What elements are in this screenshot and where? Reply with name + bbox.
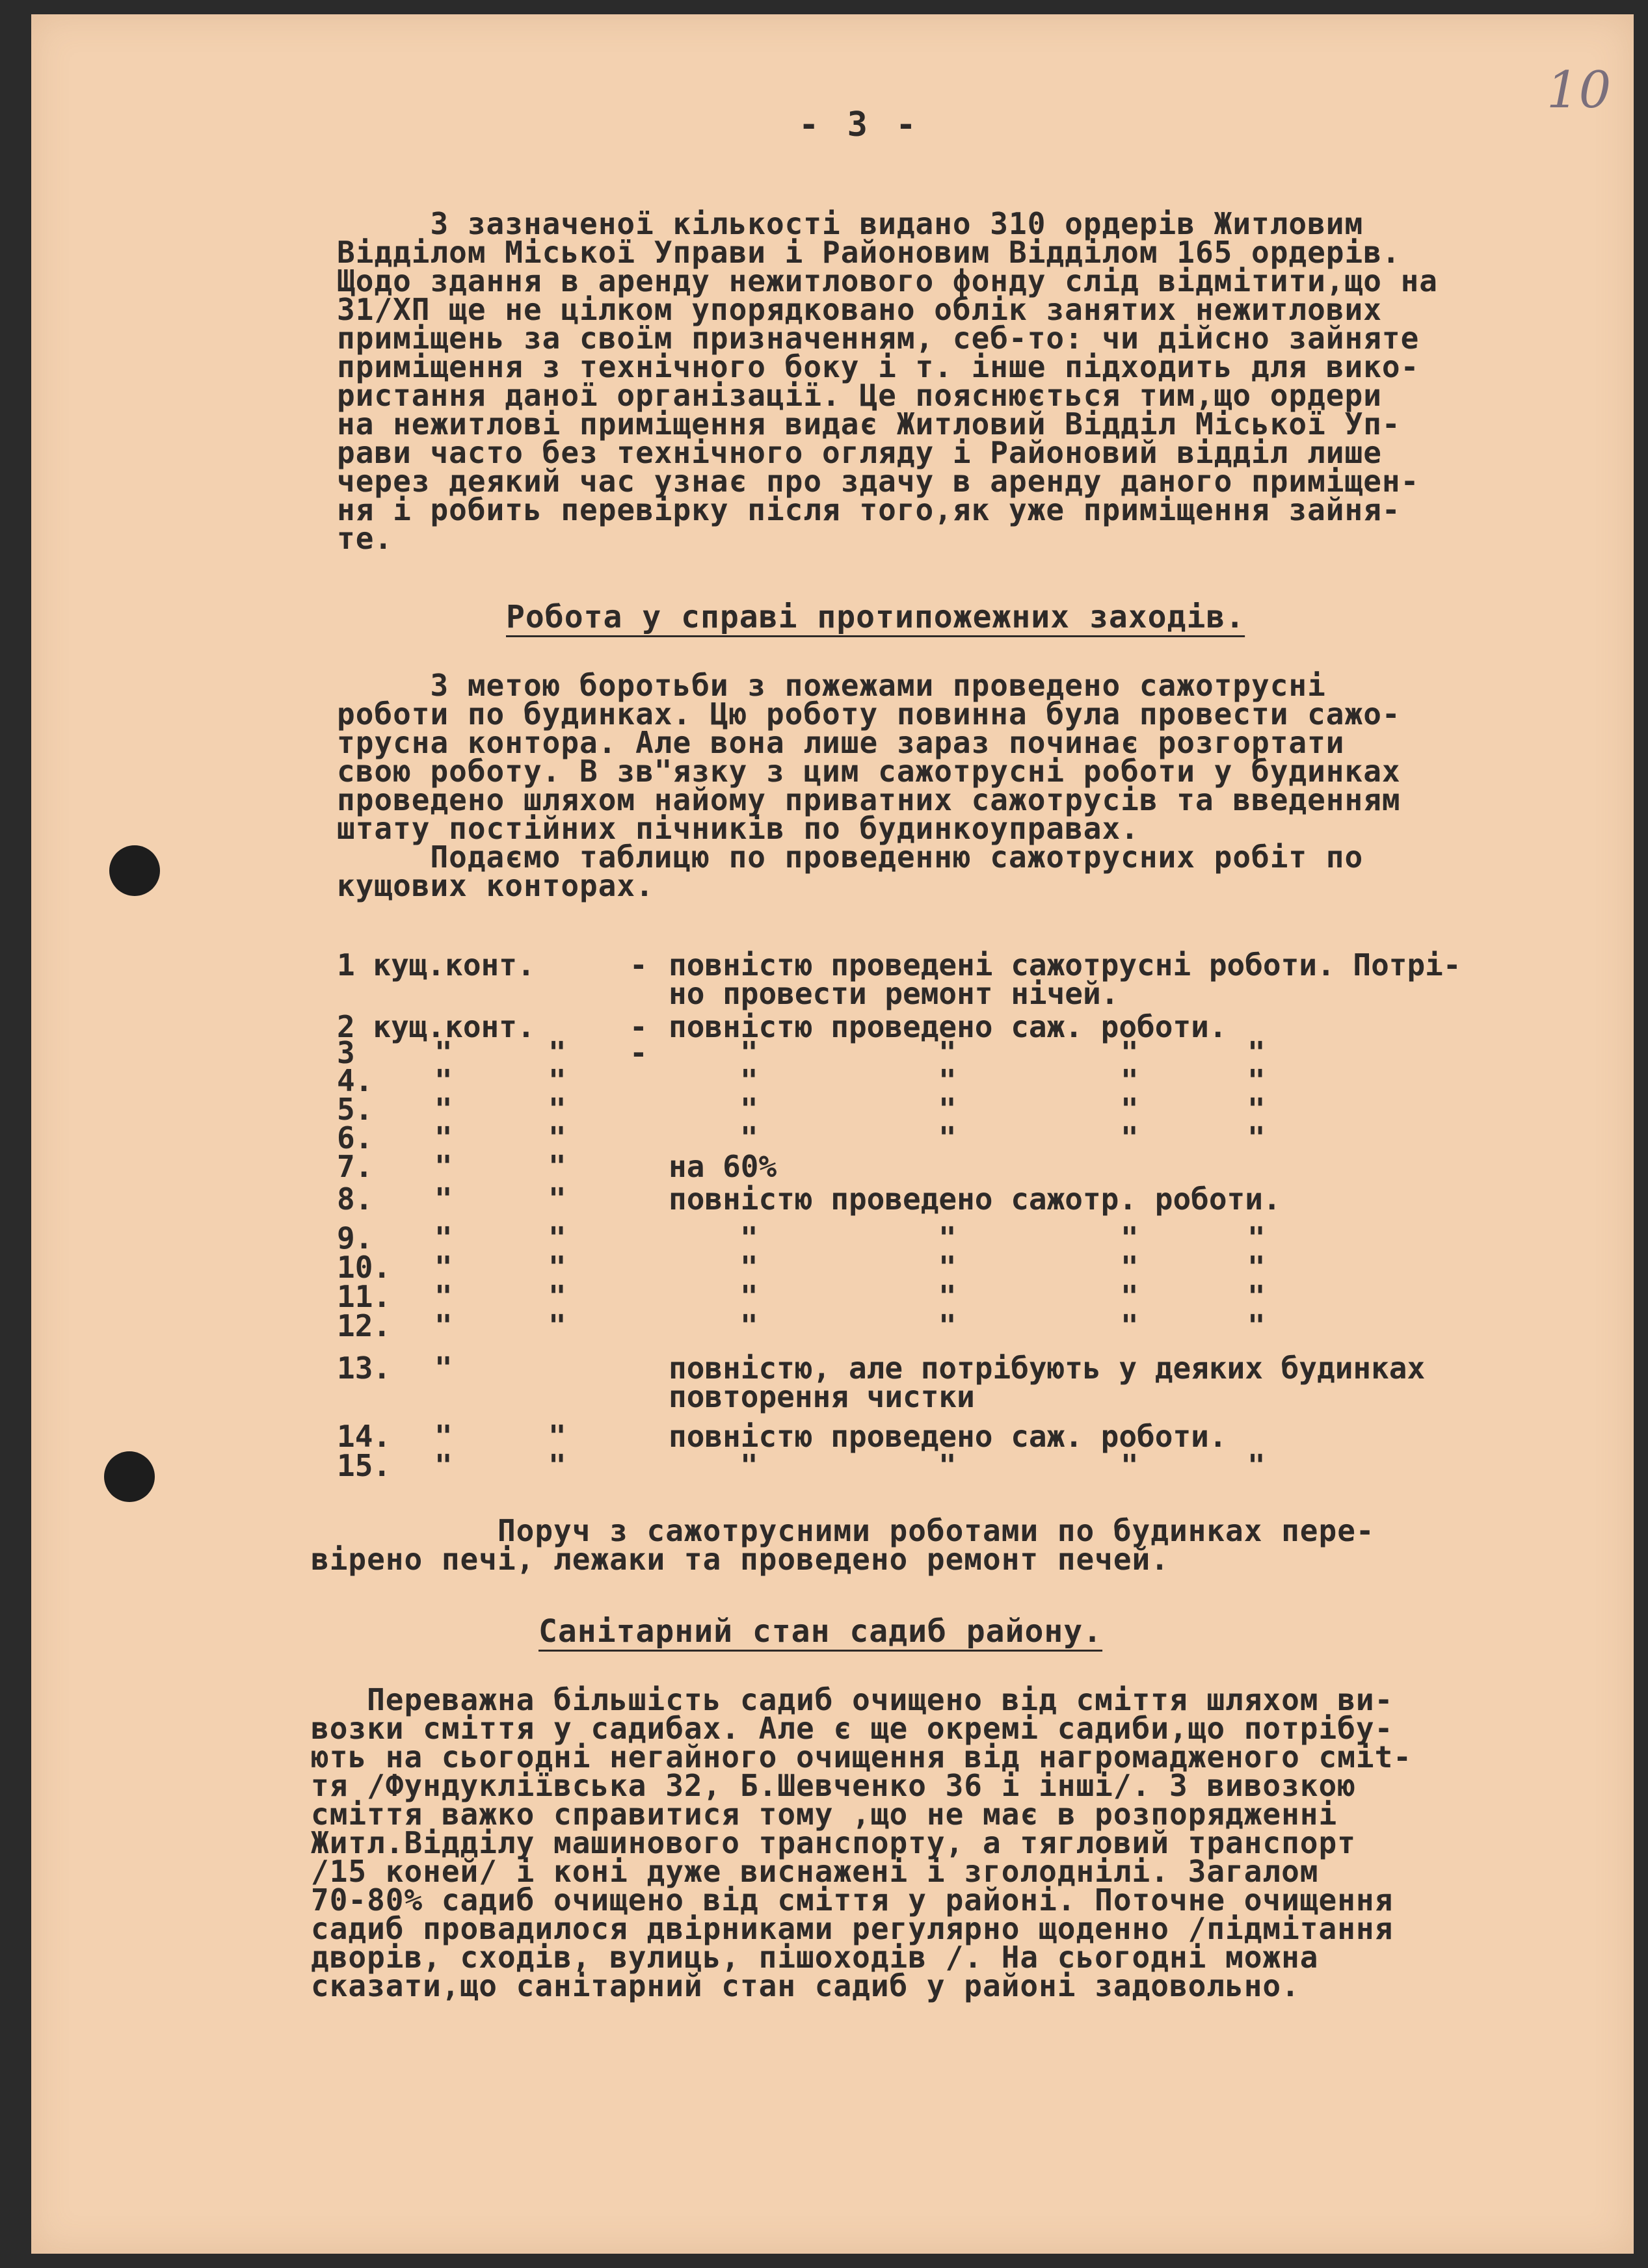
text-line: через деякий час узнає про здачу в аренду даного приміщен-	[337, 464, 1420, 499]
table-cell-num: 2 кущ.конт.	[337, 1009, 535, 1044]
table-cell-q3: "	[740, 1120, 758, 1155]
punch-hole	[104, 1451, 155, 1502]
text-line: ристання даної організації. Це пояснюється тим,що ордери	[337, 378, 1382, 413]
table-cell-q6: "	[1247, 1120, 1266, 1155]
table-cell-q2: "	[548, 1063, 566, 1098]
table-cell-q1: "	[434, 1419, 453, 1454]
punch-hole	[109, 845, 160, 896]
text-line: вірено печі, лежаки та проведено ремонт печей.	[311, 1542, 1169, 1577]
table-cell-q4: "	[938, 1448, 957, 1483]
table-cell-num: 4.	[337, 1063, 373, 1098]
table-cell-q5: "	[1121, 1308, 1139, 1343]
table-cell-num: 13.	[337, 1351, 392, 1386]
table-cell-q4: "	[938, 1250, 957, 1285]
table-cell-q6: "	[1247, 1448, 1266, 1483]
text-line: те.	[337, 521, 393, 556]
text-line: Щодо здання в аренду нежитлового фонду слід відмітити,що на	[337, 263, 1438, 298]
heading-fire-safety: Робота у справі протипожежних заходів.	[506, 599, 1245, 635]
text-line: трусна контора. Але вона лише зараз починає розгортати	[337, 725, 1345, 760]
table-cell-q1: "	[434, 1120, 453, 1155]
table-cell-note: повністю, але потрібують у деяких будинках	[669, 1351, 1426, 1386]
table-cell-q1: "	[434, 1351, 453, 1386]
table-cell-num: 15.	[337, 1448, 392, 1483]
table-cell-q2: "	[548, 1035, 566, 1070]
table-cell-num: 7.	[337, 1149, 373, 1184]
table-cell-q2: "	[548, 1419, 566, 1454]
table-cell-q2: "	[548, 1149, 566, 1184]
table-cell-q4: "	[938, 1220, 957, 1256]
table-cell-q4: "	[938, 1092, 957, 1127]
text-line: проведено шляхом найому приватних сажотрусів та введенням	[337, 782, 1401, 817]
text-line: Подаємо таблицю по проведенню сажотрусних робіт по	[337, 839, 1364, 875]
table-cell-q2: "	[548, 1181, 566, 1217]
table-cell-q5: "	[1121, 1120, 1139, 1155]
text-line: приміщень за своїм призначенням, себ-то: чи дійсно зайняте	[337, 321, 1420, 356]
table-cell-q4: "	[938, 1279, 957, 1314]
text-line: рави часто без технічного огляду і Районовий відділ лише	[337, 435, 1382, 470]
table-cell-q1: "	[434, 1092, 453, 1127]
text-line: свою роботу. В зв"язку з цим сажотрусні роботи у будинках	[337, 754, 1401, 789]
table-cell-q1: "	[434, 1448, 453, 1483]
table-cell-q2: "	[548, 1120, 566, 1155]
text-line: тя /Фундукліївська 32, Б.Шевченко 36 і інші/. З вивозкою	[311, 1768, 1356, 1803]
table-cell-q2: "	[548, 1448, 566, 1483]
table-cell-q4: "	[938, 1308, 957, 1343]
table-cell-q3: "	[740, 1308, 758, 1343]
table-cell-note: повністю проведено саж. роботи.	[669, 1419, 1227, 1454]
table-cell-q5: "	[1121, 1092, 1139, 1127]
table-cell-q5: "	[1121, 1063, 1139, 1098]
table-cell-q1: "	[434, 1220, 453, 1256]
table-cell-q6: "	[1247, 1308, 1266, 1343]
table-cell-q6: "	[1247, 1063, 1266, 1098]
table-cell-q1: "	[434, 1149, 453, 1184]
table-cell-q6: "	[1247, 1092, 1266, 1127]
table-cell-q6: "	[1247, 1279, 1266, 1314]
table-cell-q2: "	[548, 1308, 566, 1343]
table-cell-note: повністю проведено сажотр. роботи.	[669, 1181, 1281, 1217]
table-cell-q2: "	[548, 1250, 566, 1285]
table-cell-q1: "	[434, 1279, 453, 1314]
paragraph-orders	[337, 206, 1438, 556]
table-cell-q4: "	[938, 1063, 957, 1098]
table-cell-note-continued: повторення чистки	[669, 1379, 975, 1414]
text-line: З метою боротьби з пожежами проведено сажотрусні	[337, 668, 1326, 703]
table-cell-num: 5.	[337, 1092, 373, 1127]
text-line: садиб провадилося двірниками регулярно щоденно /підмітання	[311, 1911, 1394, 1946]
table-cell-q3: "	[740, 1220, 758, 1256]
table-cell-q4: "	[938, 1120, 957, 1155]
table-cell-num: 3	[337, 1035, 355, 1070]
document-page	[31, 14, 1634, 2254]
table-cell-num: 9.	[337, 1220, 373, 1256]
text-line: дворів, сходів, вулиць, пішоходів /. На сьогодні можна	[311, 1940, 1319, 1975]
table-cell-q3: "	[740, 1279, 758, 1314]
table-cell-num: 12.	[337, 1308, 392, 1343]
text-line: Житл.Відділу машинового транспорту, а тягловий транспорт	[311, 1825, 1356, 1860]
table-cell-q3: "	[740, 1063, 758, 1098]
table-cell-dash: -	[630, 1009, 648, 1044]
table-cell-note: повністю проведені сажотрусні роботи. Потрі-	[669, 947, 1461, 982]
text-line: Поруч з сажотрусними роботами по будинках пере-	[311, 1513, 1375, 1548]
table-cell-q3: "	[740, 1448, 758, 1483]
page-number: - 3 -	[799, 105, 920, 144]
text-line: штату постійних пічників по будинкоуправах.	[337, 811, 1139, 846]
table-cell-q5: "	[1121, 1220, 1139, 1256]
table-cell-q1: "	[434, 1063, 453, 1098]
table-cell-q6: "	[1247, 1035, 1266, 1070]
text-line: 70-80% садиб очищено від сміття у районі. Поточне очищення	[311, 1882, 1394, 1918]
table-cell-q3: "	[740, 1250, 758, 1285]
handwritten-page-number: 10	[1547, 61, 1612, 120]
table-cell-q5: "	[1121, 1279, 1139, 1314]
table-cell-q1: "	[434, 1035, 453, 1070]
table-cell-q2: "	[548, 1092, 566, 1127]
table-cell-q1: "	[434, 1308, 453, 1343]
paragraph-sanitary	[311, 1682, 1412, 2003]
heading-sanitary: Санітарний стан садиб району.	[538, 1613, 1103, 1650]
table-cell-note-continued: но провести ремонт нічей.	[669, 976, 1119, 1011]
text-line: приміщення з технічного боку і т. інше підходить для вико-	[337, 349, 1420, 384]
text-line: Переважна більшість садиб очищено від сміття шляхом ви-	[311, 1682, 1394, 1717]
table-cell-num: 1 кущ.конт.	[337, 947, 535, 982]
text-line: на нежитлові приміщення видає Житловий Відділ Міської Уп-	[337, 406, 1401, 442]
table-cell-q5: "	[1121, 1448, 1139, 1483]
text-line: возки сміття у садибах. Але є ще окремі садиби,що потрібу-	[311, 1711, 1394, 1746]
table-cell-dash: -	[630, 1035, 648, 1070]
text-line: 31/ХП ще не цілком упорядковано облік занятих нежитлових	[337, 292, 1382, 327]
table-cell-num: 10.	[337, 1250, 392, 1285]
table-cell-q2: "	[548, 1279, 566, 1314]
table-cell-q5: "	[1121, 1250, 1139, 1285]
table-cell-q6: "	[1247, 1220, 1266, 1256]
table-cell-num: 11.	[337, 1279, 392, 1314]
text-line: Відділом Міської Управи і Районовим Відділом 165 ордерів.	[337, 235, 1401, 270]
table-cell-q1: "	[434, 1250, 453, 1285]
paragraph-stoves	[311, 1513, 1375, 1577]
table-cell-q3: "	[740, 1092, 758, 1127]
table-cell-q3: "	[740, 1035, 758, 1070]
table-cell-num: 6.	[337, 1120, 373, 1155]
text-line: роботи по будинках. Цю роботу повинна була провести сажо-	[337, 696, 1401, 732]
text-line: З зазначеної кількості видано 310 ордерів Житловим	[337, 206, 1364, 241]
table-cell-note: на 60%	[669, 1149, 777, 1184]
table-cell-q4: "	[938, 1035, 957, 1070]
text-line: сміття важко справитися тому ,що не має в розпорядженні	[311, 1797, 1338, 1832]
text-line: ня і робить перевірку після того,як уже приміщення зайня-	[337, 492, 1401, 527]
table-cell-q2: "	[548, 1220, 566, 1256]
table-cell-dash: -	[630, 947, 648, 982]
text-line: /15 коней/ і коні дуже виснажені і зголоднілі. Загалом	[311, 1854, 1319, 1889]
table-cell-q6: "	[1247, 1250, 1266, 1285]
table-cell-q1: "	[434, 1181, 453, 1217]
table-cell-num: 8.	[337, 1181, 373, 1217]
paragraph-chimney-sweeping	[337, 668, 1401, 903]
text-line: сказати,що санітарний стан садиб у районі задовольно.	[311, 1968, 1300, 2003]
table-cell-note: повністю проведено саж. роботи.	[669, 1009, 1227, 1044]
text-line: кущових конторах.	[337, 868, 654, 903]
table-cell-q5: "	[1121, 1035, 1139, 1070]
table-cell-num: 14.	[337, 1419, 392, 1454]
text-line: ють на сьогодні негайного очищення від нагромадженого смit-	[311, 1739, 1412, 1774]
